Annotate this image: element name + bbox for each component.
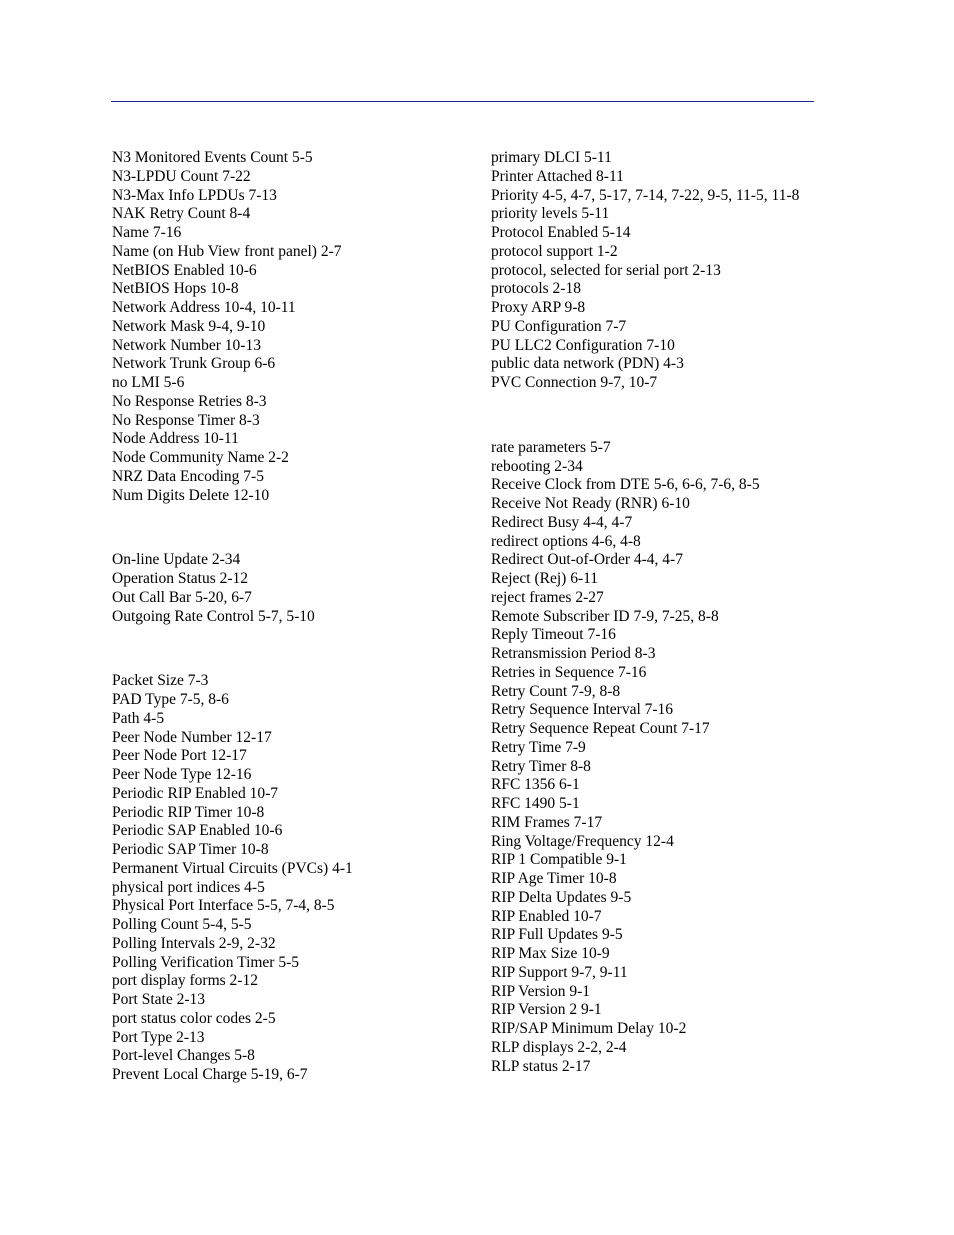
index-entry: Network Address 10-4, 10-11 bbox=[112, 299, 296, 316]
index-entry: Periodic RIP Enabled 10-7 bbox=[112, 784, 279, 802]
index-entry: Receive Clock from DTE 5-6, 6-6, 7-6, 8-5 bbox=[491, 476, 760, 494]
index-entry: rebooting 2-34 bbox=[491, 457, 583, 475]
index-entry: On-line Update 2-34 bbox=[112, 551, 241, 569]
index-entry: Peer Node Type 12-16 bbox=[112, 766, 252, 783]
index-entry: Retransmission Period 8-3 bbox=[491, 645, 656, 662]
index-entry: Redirect Out-of-Order 4-4, 4-7 bbox=[491, 551, 683, 569]
index-entry: RIP/SAP Minimum Delay 10-2 bbox=[491, 1020, 687, 1037]
index-entry: N3 Monitored Events Count 5-5 bbox=[112, 149, 313, 166]
index-entry: N3-LPDU Count 7-22 bbox=[112, 167, 251, 185]
index-entry: Port State 2-13 bbox=[112, 991, 205, 1008]
header-rule bbox=[111, 101, 814, 102]
index-entry: PAD Type 7-5, 8-6 bbox=[112, 691, 229, 708]
index-entry: NRZ Data Encoding 7-5 bbox=[112, 467, 264, 485]
index-entry: Polling Verification Timer 5-5 bbox=[112, 953, 300, 971]
index-entry: Periodic RIP Timer 10-8 bbox=[112, 803, 265, 821]
group-spacer bbox=[112, 626, 472, 672]
index-entry: protocol, selected for serial port 2-13 bbox=[491, 261, 721, 279]
index-entry: RLP status 2-17 bbox=[491, 1057, 591, 1075]
index-entry: no LMI 5-6 bbox=[112, 374, 185, 391]
index-entry: Outgoing Rate Control 5-7, 5-10 bbox=[112, 607, 315, 625]
index-entry: PVC Connection 9-7, 10-7 bbox=[491, 374, 658, 391]
index-entry: port display forms 2-12 bbox=[112, 972, 258, 990]
index-entry: Retry Sequence Interval 7-16 bbox=[491, 701, 674, 719]
index-entry: Priority 4-5, 4-7, 5-17, 7-14, 7-22, 9-5, 11-5, 11-8 bbox=[491, 186, 800, 204]
index-entry: RFC 1356 6-1 bbox=[491, 776, 580, 794]
index-entry: Retry Timer 8-8 bbox=[491, 757, 591, 775]
index-entry: physical port indices 4-5 bbox=[112, 878, 265, 896]
index-entry: RFC 1490 5-1 bbox=[491, 795, 580, 812]
index-entry: NetBIOS Hops 10-8 bbox=[112, 280, 239, 298]
index-entry: Node Address 10-11 bbox=[112, 430, 239, 448]
index-entry: reject frames 2-27 bbox=[491, 588, 604, 606]
index-entry: RIP Support 9-7, 9-11 bbox=[491, 963, 628, 981]
index-entry: Permanent Virtual Circuits (PVCs) 4-1 bbox=[112, 859, 353, 877]
index-entry: Operation Status 2-12 bbox=[112, 570, 249, 587]
index-entry: Reject (Rej) 6-11 bbox=[491, 570, 599, 587]
index-entry: RIP Version 2 9-1 bbox=[491, 1001, 602, 1019]
index-entry: redirect options 4-6, 4-8 bbox=[491, 532, 641, 550]
index-entry: priority levels 5-11 bbox=[491, 205, 610, 223]
index-entry: Reply Timeout 7-16 bbox=[491, 626, 616, 644]
index-entry: RIP Version 9-1 bbox=[491, 982, 591, 1000]
index-entry: No Response Timer 8-3 bbox=[112, 411, 260, 429]
index-column-right bbox=[491, 149, 831, 1076]
index-entry: rate parameters 5-7 bbox=[491, 438, 611, 456]
index-entry: Node Community Name 2-2 bbox=[112, 449, 289, 466]
index-entry: Polling Count 5-4, 5-5 bbox=[112, 916, 252, 933]
index-entry: Periodic SAP Timer 10-8 bbox=[112, 841, 269, 858]
index-entry: Port-level Changes 5-8 bbox=[112, 1047, 255, 1065]
index-entry: NAK Retry Count 8-4 bbox=[112, 205, 251, 223]
index-entry: Polling Intervals 2-9, 2-32 bbox=[112, 934, 276, 952]
group-spacer bbox=[112, 505, 472, 551]
index-entry: Peer Node Number 12-17 bbox=[112, 728, 272, 746]
index-entry: RIP Age Timer 10-8 bbox=[491, 870, 617, 887]
index-entry: No Response Retries 8-3 bbox=[112, 392, 267, 410]
index-entry: Port Type 2-13 bbox=[112, 1028, 205, 1046]
index-entry: Redirect Busy 4-4, 4-7 bbox=[491, 513, 633, 531]
index-entry: port status color codes 2-5 bbox=[112, 1009, 276, 1027]
index-entry: RLP displays 2-2, 2-4 bbox=[491, 1038, 627, 1056]
index-entry: Num Digits Delete 12-10 bbox=[112, 486, 270, 504]
index-entry: public data network (PDN) 4-3 bbox=[491, 355, 684, 373]
index-entry: Prevent Local Charge 5-19, 6-7 bbox=[112, 1066, 308, 1083]
index-entry: Receive Not Ready (RNR) 6-10 bbox=[491, 495, 690, 512]
index-entry: Out Call Bar 5-20, 6-7 bbox=[112, 588, 252, 606]
index-entry: RIP Max Size 10-9 bbox=[491, 945, 610, 962]
index-entry: PU Configuration 7-7 bbox=[491, 317, 627, 335]
index-entry: PU LLC2 Configuration 7-10 bbox=[491, 336, 675, 354]
index-entry: N3-Max Info LPDUs 7-13 bbox=[112, 186, 277, 204]
index-entry: Peer Node Port 12-17 bbox=[112, 747, 247, 765]
index-entry: protocol support 1-2 bbox=[491, 242, 618, 260]
index-entry: NetBIOS Enabled 10-6 bbox=[112, 261, 257, 279]
group-spacer bbox=[491, 393, 831, 439]
index-entry: Physical Port Interface 5-5, 7-4, 8-5 bbox=[112, 897, 335, 915]
index-entry: Network Mask 9-4, 9-10 bbox=[112, 317, 266, 335]
index-entry: RIP 1 Compatible 9-1 bbox=[491, 851, 627, 869]
index-entry: Ring Voltage/Frequency 12-4 bbox=[491, 832, 674, 850]
index-entry: protocols 2-18 bbox=[491, 280, 581, 298]
index-entry: RIM Frames 7-17 bbox=[491, 813, 603, 831]
index-entry: RIP Delta Updates 9-5 bbox=[491, 888, 632, 906]
index-column-left bbox=[112, 149, 472, 1085]
index-entry: RIP Full Updates 9-5 bbox=[491, 926, 623, 944]
index-entry: Printer Attached 8-11 bbox=[491, 167, 624, 185]
index-entry: Remote Subscriber ID 7-9, 7-25, 8-8 bbox=[491, 607, 719, 625]
index-entry: Network Trunk Group 6-6 bbox=[112, 355, 276, 373]
index-entry: Retries in Sequence 7-16 bbox=[491, 663, 647, 681]
index-entry: Retry Count 7-9, 8-8 bbox=[491, 682, 621, 700]
index-entry: Network Number 10-13 bbox=[112, 336, 261, 354]
index-entry: Name (on Hub View front panel) 2-7 bbox=[112, 242, 342, 260]
index-entry: primary DLCI 5-11 bbox=[491, 149, 612, 166]
index-entry: RIP Enabled 10-7 bbox=[491, 907, 602, 925]
index-entry: Retry Sequence Repeat Count 7-17 bbox=[491, 720, 710, 737]
index-entry: Name 7-16 bbox=[112, 224, 182, 241]
index-entry: Packet Size 7-3 bbox=[112, 672, 209, 690]
index-entry: Periodic SAP Enabled 10-6 bbox=[112, 822, 283, 840]
index-entry: Proxy ARP 9-8 bbox=[491, 299, 586, 316]
index-entry: Protocol Enabled 5-14 bbox=[491, 224, 631, 241]
index-entry: Path 4-5 bbox=[112, 709, 165, 727]
index-entry: Retry Time 7-9 bbox=[491, 738, 586, 756]
